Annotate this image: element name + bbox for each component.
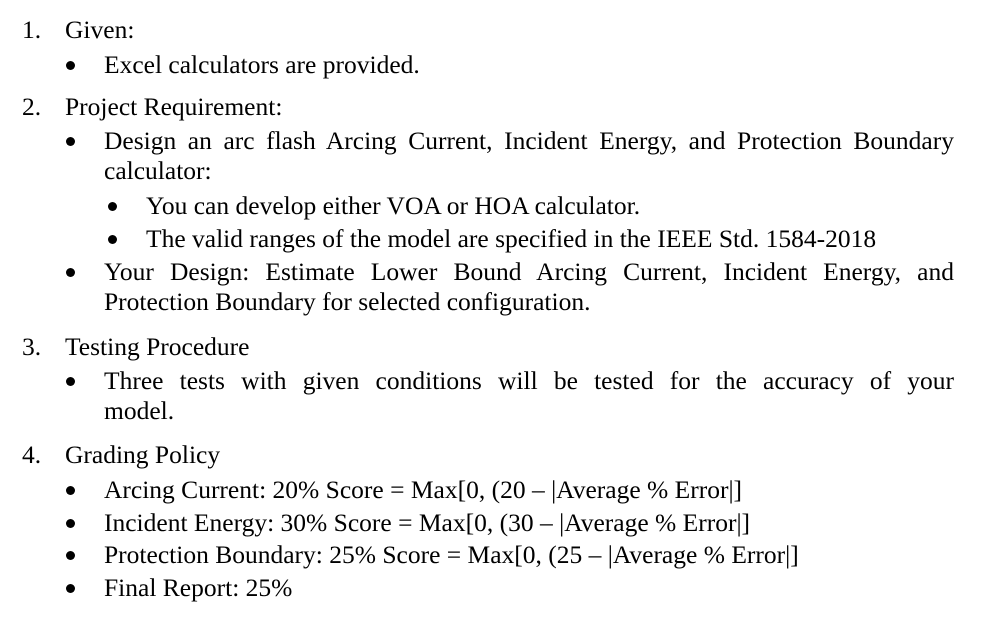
sub-list-item: The valid ranges of the model are specified in the IEEE Std. 1584-2018 (146, 224, 877, 253)
list-item-continuation: Protection Boundary for selected configuration. (104, 287, 591, 316)
section-number: 3. (22, 332, 42, 361)
bullet-icon (108, 202, 117, 211)
section-number: 4. (22, 440, 42, 469)
section-number: 2. (22, 92, 42, 121)
bullet-icon (66, 519, 75, 528)
section-number: 1. (22, 15, 42, 44)
bullet-icon (66, 551, 75, 560)
list-item: Final Report: 25% (104, 573, 293, 602)
bullet-icon (66, 268, 75, 277)
list-item: Excel calculators are provided. (104, 50, 420, 79)
section-title: Given: (65, 15, 135, 44)
bullet-icon (66, 61, 75, 70)
section-title: Testing Procedure (65, 332, 250, 361)
list-item: Arcing Current: 20% Score = Max[0, (20 – |Average % Error|] (104, 475, 743, 504)
list-item: Incident Energy: 30% Score = Max[0, (30 – |Average % Error|] (104, 508, 751, 537)
section-title: Grading Policy (65, 440, 221, 469)
bullet-icon (66, 486, 75, 495)
list-item: Protection Boundary: 25% Score = Max[0, (25 – |Average % Error|] (104, 540, 799, 569)
list-item: Your Design: Estimate Lower Bound Arcing Current, Incident Energy, and (104, 257, 954, 286)
bullet-icon (108, 235, 117, 244)
list-item-continuation: model. (104, 396, 175, 425)
section-title: Project Requirement: (65, 92, 283, 121)
bullet-icon (66, 584, 75, 593)
bullet-icon (66, 377, 75, 386)
list-item: Three tests with given conditions will be tested for the accuracy of your (104, 366, 954, 395)
bullet-icon (66, 137, 75, 146)
sub-list-item: You can develop either VOA or HOA calculator. (146, 191, 641, 220)
list-item: Design an arc flash Arcing Current, Incident Energy, and Protection Boundary (104, 126, 954, 155)
list-item-continuation: calculator: (104, 156, 212, 185)
